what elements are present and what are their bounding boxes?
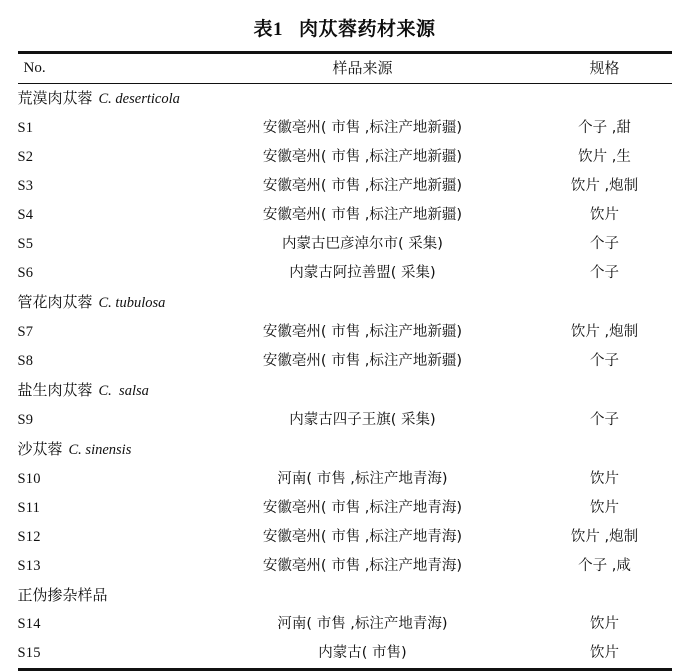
- cell-no: S7: [17, 324, 34, 340]
- cell-source: 内蒙古四子王旗( 采集): [289, 412, 436, 428]
- cell-source: 内蒙古巴彦淖尔市( 采集): [282, 236, 443, 252]
- table-row: [18, 201, 672, 230]
- cell-source: 安徽亳州( 市售 ,标注产地新疆): [262, 207, 463, 223]
- table-row: [18, 639, 672, 668]
- cell-no: S14: [17, 616, 41, 632]
- cell-spec: 个子 ,甜: [578, 120, 631, 136]
- cell-spec: 饮片: [590, 616, 619, 632]
- table-row: [18, 318, 672, 347]
- section-header-row: [18, 376, 672, 406]
- table-row: [18, 610, 672, 639]
- table-row: [18, 406, 672, 435]
- cell-no: S1: [17, 120, 34, 136]
- table-row: [18, 347, 672, 376]
- cell-source: 安徽亳州( 市售 ,标注产地青海): [262, 500, 463, 516]
- cell-no: S11: [17, 500, 41, 516]
- cell-spec: 饮片 ,炮制: [570, 178, 639, 194]
- section-label: [18, 376, 672, 406]
- cell-no: S12: [17, 529, 41, 545]
- cell-spec: 饮片: [590, 207, 619, 223]
- table-row: [18, 552, 672, 581]
- section-label: [18, 84, 672, 114]
- section-name-latin: C. deserticola: [98, 91, 180, 107]
- table-row: [18, 465, 672, 494]
- section-name-latin: C. sinensis: [68, 442, 132, 458]
- table-header-row: [18, 54, 672, 83]
- cell-spec: 个子: [590, 412, 619, 428]
- cell-source: 安徽亳州( 市售 ,标注产地青海): [262, 558, 463, 574]
- cell-no: S8: [17, 353, 34, 369]
- cell-source: 安徽亳州( 市售 ,标注产地青海): [262, 529, 463, 545]
- cell-spec: 饮片: [590, 645, 619, 661]
- column-header-source: 样品来源: [332, 59, 393, 77]
- table-header-block: [18, 54, 672, 83]
- cell-source: 安徽亳州( 市售 ,标注产地新疆): [262, 178, 463, 194]
- cell-spec: 饮片 ,炮制: [570, 324, 639, 340]
- cell-spec: 饮片 ,炮制: [570, 529, 639, 545]
- table-row: [18, 143, 672, 172]
- cell-spec: 个子: [590, 353, 619, 369]
- title-label: 表: [253, 19, 273, 40]
- column-header-no: No.: [23, 60, 46, 76]
- table-row: [18, 494, 672, 523]
- cell-spec: 个子 ,咸: [578, 558, 631, 574]
- section-label: [18, 435, 672, 465]
- cell-source: 河南( 市售 ,标注产地青海): [277, 616, 448, 632]
- section-name-cn: 正伪掺杂样品: [17, 586, 108, 604]
- section-header-row: [18, 84, 672, 114]
- table-row: [18, 172, 672, 201]
- section-header-row: [18, 288, 672, 318]
- section-label: [18, 581, 672, 610]
- cell-spec: 饮片: [590, 500, 619, 516]
- cell-no: S9: [17, 412, 34, 428]
- section-name-cn: 沙苁蓉: [17, 440, 63, 458]
- section-name-latin: C. salsa: [98, 383, 149, 399]
- cell-source: 安徽亳州( 市售 ,标注产地新疆): [262, 353, 463, 369]
- cell-spec: 个子: [590, 265, 619, 281]
- section-name-latin: C. tubulosa: [98, 295, 166, 311]
- table-row: [18, 523, 672, 552]
- page-title: [0, 0, 689, 41]
- section-header-row: [18, 435, 672, 465]
- table-body: [18, 84, 672, 668]
- column-header-spec: 规格: [589, 59, 620, 77]
- cell-no: S3: [17, 178, 34, 194]
- cell-no: S15: [17, 645, 41, 661]
- cell-no: S13: [17, 558, 41, 574]
- table-row: [18, 114, 672, 143]
- cell-source: 内蒙古阿拉善盟( 采集): [289, 265, 436, 281]
- section-label: [18, 288, 672, 318]
- cell-no: S4: [17, 207, 34, 223]
- cell-source: 安徽亳州( 市售 ,标注产地新疆): [262, 120, 463, 136]
- cell-no: S10: [17, 471, 41, 487]
- cell-source: 安徽亳州( 市售 ,标注产地新疆): [262, 324, 463, 340]
- section-name-cn: 盐生肉苁蓉: [17, 381, 93, 399]
- cell-spec: 饮片: [590, 471, 619, 487]
- table-row: [18, 259, 672, 288]
- section-name-cn: 荒漠肉苁蓉: [17, 89, 93, 107]
- cell-no: S6: [17, 265, 34, 281]
- cell-spec: 个子: [590, 236, 619, 252]
- section-name-cn: 管花肉苁蓉: [17, 293, 93, 311]
- section-header-row: [18, 581, 672, 610]
- cell-source: 内蒙古( 市售): [318, 645, 407, 661]
- cell-no: S2: [17, 149, 34, 165]
- title-caption: 肉苁蓉药材来源: [299, 18, 436, 40]
- cell-spec: 饮片 ,生: [578, 149, 631, 165]
- cell-source: 安徽亳州( 市售 ,标注产地新疆): [262, 149, 463, 165]
- source-table: [18, 51, 672, 671]
- cell-source: 河南( 市售 ,标注产地青海): [277, 471, 448, 487]
- table-row: [18, 230, 672, 259]
- title-number: 1: [273, 19, 283, 40]
- cell-no: S5: [17, 236, 34, 252]
